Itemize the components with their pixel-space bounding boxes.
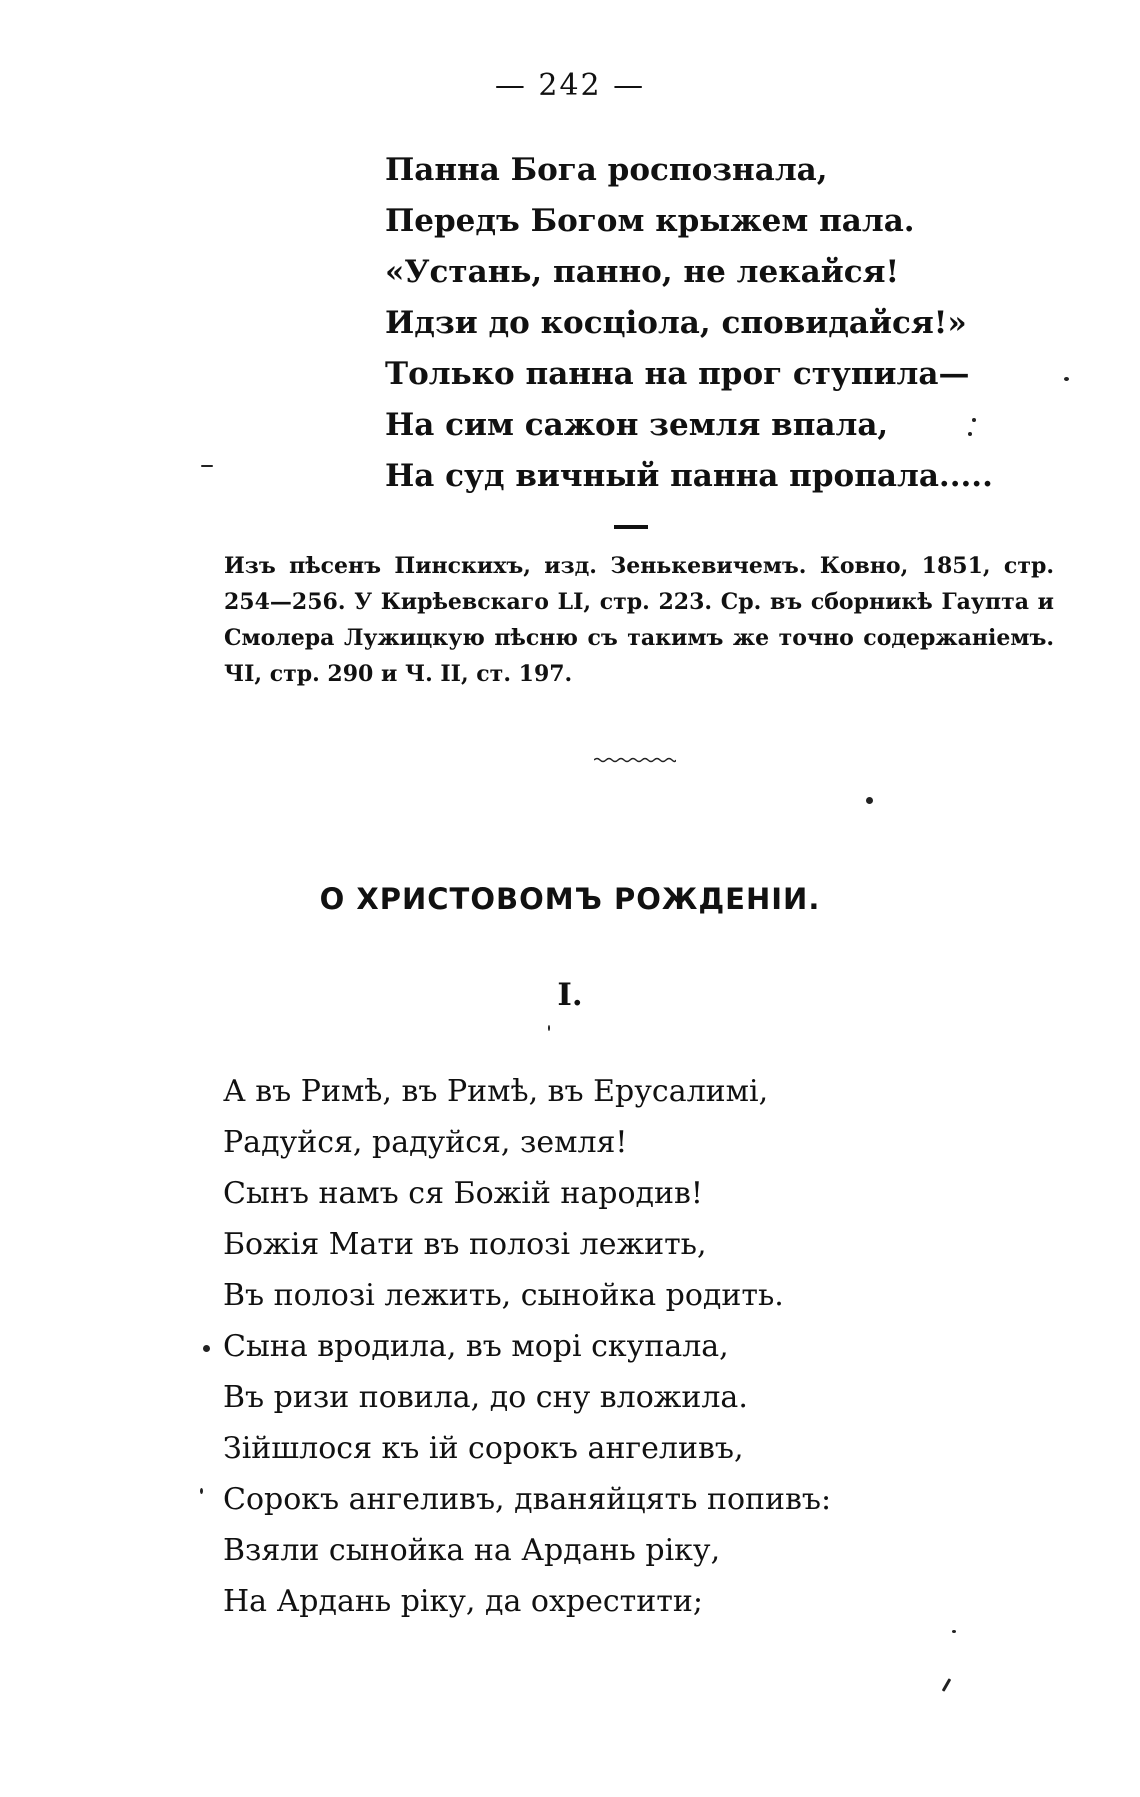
verse-line: На суд вичный панна пропала..... — [385, 458, 993, 494]
section-title: О ХРИСТОВОМЪ РОЖДЕНІИ. — [319, 882, 821, 916]
print-speck — [201, 465, 213, 467]
poem-new — [223, 1066, 831, 1627]
verse-line: Только панна на прог ступила— — [385, 356, 970, 392]
section-numeral: I. — [557, 977, 583, 1013]
verse-line: «Устань, панно, не лекайся! — [385, 254, 900, 290]
print-speck — [548, 1025, 550, 1031]
verse-line: Взяли сынойка на Ардань ріку, — [223, 1533, 721, 1568]
verse-line: А въ Римѣ, въ Римѣ, въ Ерусалимі, — [223, 1074, 769, 1109]
poem-continuation — [385, 145, 993, 502]
verse-line: Зійшлося къ ій сорокъ ангеливъ, — [223, 1431, 744, 1466]
print-speck — [972, 418, 976, 422]
verse-line: На Ардань ріку, да охрестити; — [223, 1584, 703, 1619]
print-speck — [200, 1488, 203, 1494]
verse-line: Панна Бога роспознала, — [385, 152, 828, 188]
print-speck — [203, 1345, 210, 1352]
verse-line: Божія Мати въ полозі лежить, — [223, 1227, 707, 1262]
print-speck — [866, 797, 873, 804]
verse-line: Радуйся, радуйся, земля! — [223, 1125, 628, 1160]
verse-line: Сына вродила, въ морі скупала, — [223, 1329, 729, 1364]
page-number: — 242 — — [494, 68, 646, 103]
print-speck — [1064, 377, 1069, 381]
verse-line: Идзи до косціола, сповидайся!» — [385, 305, 967, 341]
print-speck — [968, 432, 972, 436]
verse-line: Въ полозі лежить, сынойка родить. — [223, 1278, 784, 1313]
verse-line: Передъ Богом крыжем пала. — [385, 203, 915, 239]
verse-line: Сынъ намъ ся Божій народив! — [223, 1176, 703, 1211]
verse-line: На сим сажон земля впала, — [385, 407, 889, 443]
section-divider-ornament — [594, 756, 676, 764]
source-note: Изъ пѣсенъ Пинскихъ, изд. Зенькевичемъ. Ковно, 1851, стр. 254—256. У Кирѣевскаго LI, стр. 223. Ср. въ сборникѣ Гаупта и Смолера Лужицкую пѣсню съ такимъ же точно содержаніемъ. ЧI, стр. 290 и Ч. II, ст. 197. — [224, 553, 1054, 687]
end-of-poem-rule — [614, 525, 648, 529]
print-speck — [942, 1678, 952, 1692]
verse-line: Сорокъ ангеливъ, дваняйцять попивъ: — [223, 1482, 832, 1517]
verse-line: Въ ризи повила, до сну вложила. — [223, 1380, 748, 1415]
print-speck — [952, 1630, 956, 1633]
